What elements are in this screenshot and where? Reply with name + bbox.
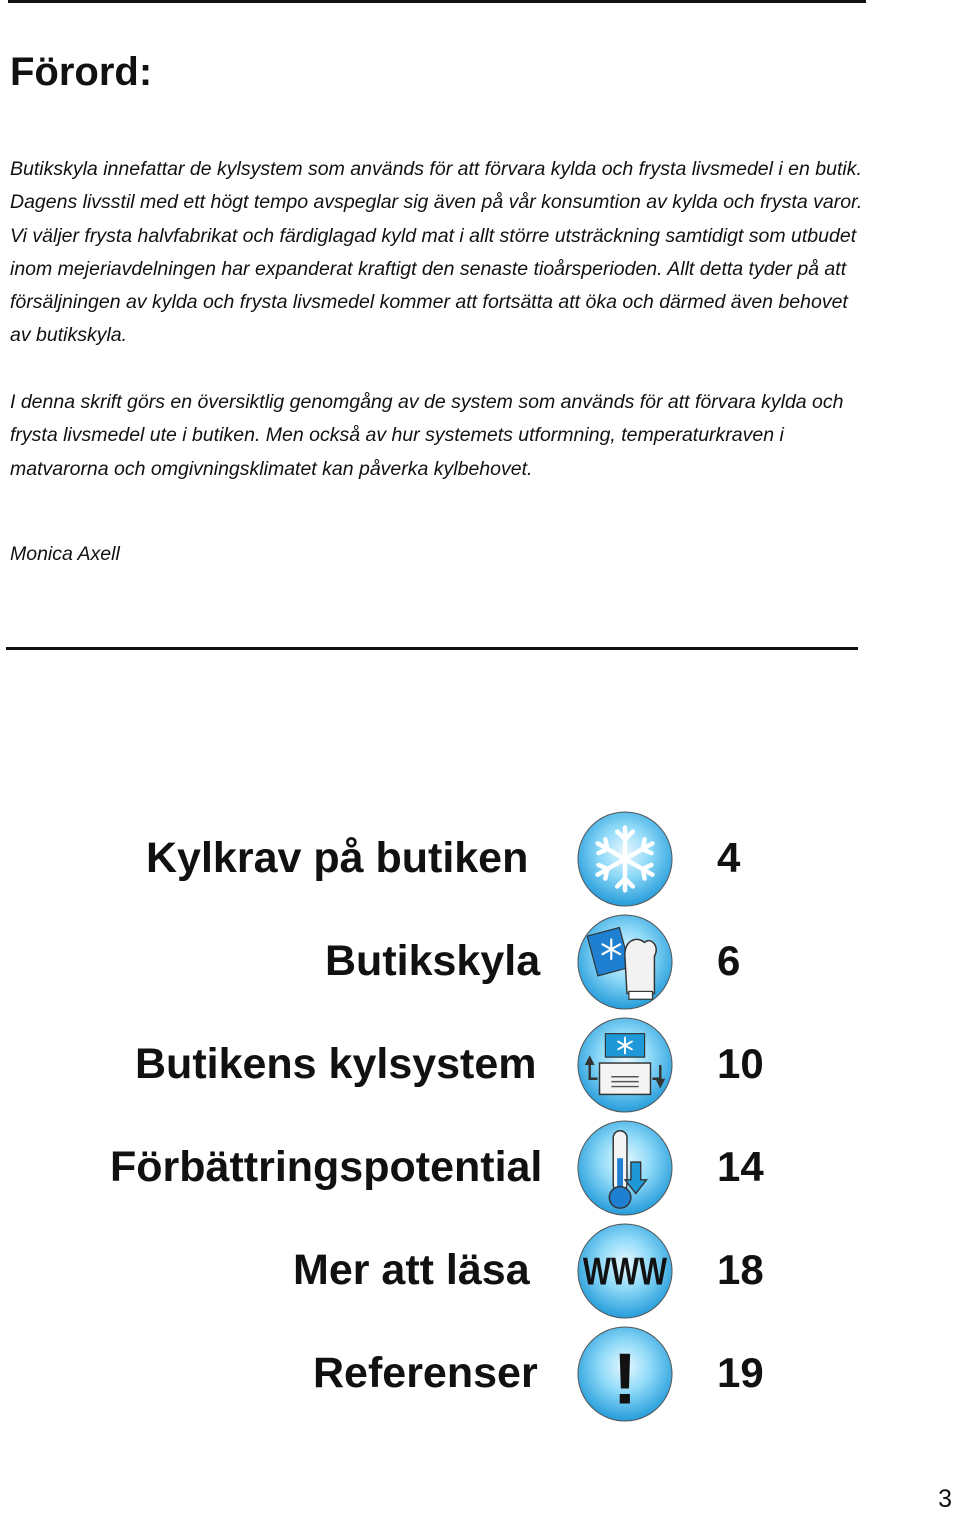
toc-item-page: 14 — [717, 1143, 764, 1190]
snowflake-icon — [576, 810, 674, 908]
www-icon — [576, 1222, 674, 1320]
intro-paragraph-1: Butikskyla innefattar de kylsystem som används för att förvara kylda och frysta livsmedel i en butik. Dagens livsstil med ett högt tempo avspeglar sig även på vår konsumtion av kylda och frysta varor. Vi väljer frysta halvfabrikat och färdiglagad kyld mat i allt större utsträckning samtidigt som utbudet inom mejeriavdelningen har expanderat kraftigt den senaste tioårsperioden. Allt detta tyder på att försäljningen av kylda och frysta livsmedel kommer att fortsätta att öka och därmed även behovet av butikskyla. — [10, 158, 863, 347]
toc-item-title: Butikens kylsystem — [135, 1040, 537, 1088]
toc-item-kylkrav[interactable] — [0, 808, 960, 908]
intro-paragraph-2: I denna skrift görs en översiktlig genomgång av de system som används för att förvara kylda och frysta livsmedel ute i butiken. Men också av hur systemets utformning, temperaturkraven i matvarorna och omgivningsklimatet kan påverka kylbehovet. — [10, 391, 844, 480]
exclamation-mark: ! — [612, 1338, 638, 1420]
toc-item-mer-att-lasa[interactable] — [0, 1220, 960, 1320]
toc-item-page: 19 — [717, 1349, 764, 1396]
toc-item-butikskyla[interactable] — [0, 911, 960, 1011]
refrigeration-system-icon — [576, 1016, 674, 1114]
author-signature: Monica Axell — [10, 543, 120, 565]
toc-item-referenser[interactable] — [0, 1323, 960, 1423]
toc-item-page: 6 — [717, 937, 741, 984]
toc-item-title: Kylkrav på butiken — [146, 834, 529, 882]
section-divider — [6, 647, 858, 650]
toc-item-forbattringspotential[interactable] — [0, 1117, 960, 1217]
top-rule — [8, 0, 866, 3]
exclamation-icon — [576, 1325, 674, 1423]
toc-item-kylsystem[interactable] — [0, 1014, 960, 1114]
toc-item-page: 18 — [717, 1246, 764, 1293]
page-title: Förord: — [10, 50, 153, 94]
toc-item-title: Förbättringspotential — [110, 1143, 543, 1191]
mitten-icon — [576, 913, 674, 1011]
toc-item-title: Mer att läsa — [293, 1246, 530, 1294]
toc-item-title: Referenser — [313, 1349, 538, 1397]
page-number: 3 — [938, 1485, 952, 1513]
www-text: WWW — [582, 1250, 668, 1294]
thermometer-icon — [576, 1119, 674, 1217]
toc-item-title: Butikskyla — [325, 937, 541, 985]
toc-item-page: 10 — [717, 1040, 764, 1087]
toc-item-page: 4 — [717, 834, 741, 881]
